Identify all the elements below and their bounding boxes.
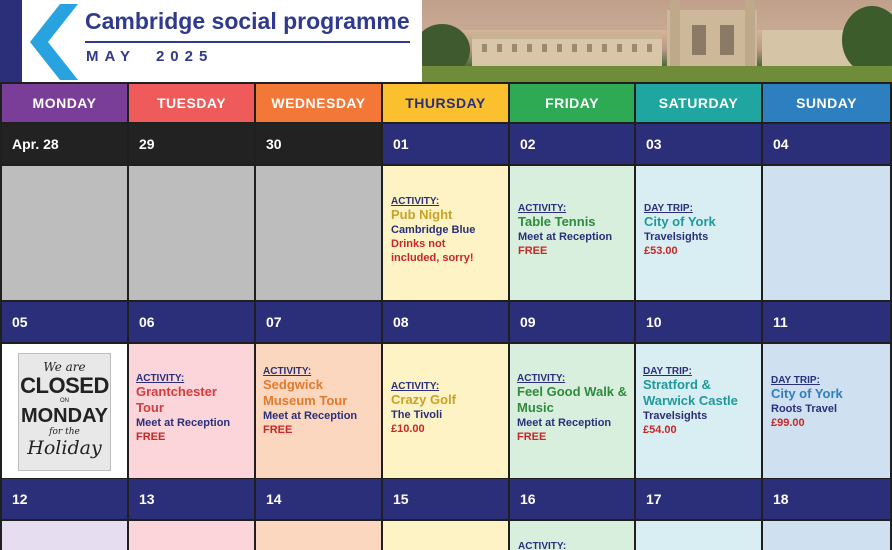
event-type-label: DAY TRIP: bbox=[643, 366, 692, 377]
cell-18 bbox=[763, 521, 890, 550]
cell-09 bbox=[510, 344, 634, 478]
cell-apr-28 bbox=[2, 166, 127, 300]
cell-06 bbox=[129, 344, 254, 478]
event-type-label: ACTIVITY: bbox=[391, 381, 440, 392]
event-location: Roots Travel bbox=[771, 403, 838, 415]
header-accent-bar bbox=[0, 0, 22, 82]
cell-30 bbox=[256, 166, 381, 300]
cell-16 bbox=[510, 521, 634, 550]
date-09: 09 bbox=[510, 302, 634, 342]
event-location: Travelsights bbox=[643, 410, 708, 422]
cell-03 bbox=[636, 166, 761, 300]
event-price: FREE bbox=[517, 431, 547, 443]
date-apr-28: Apr. 28 bbox=[2, 124, 127, 164]
event-type-label: ACTIVITY: bbox=[518, 203, 567, 214]
cell-08 bbox=[383, 344, 508, 478]
date-18: 18 bbox=[763, 479, 890, 519]
event-location: Travelsights bbox=[644, 231, 709, 243]
event-location: Meet at Reception bbox=[517, 417, 612, 429]
event-title: Feel Good Walk & Music bbox=[517, 384, 628, 415]
event-location: Meet at Reception bbox=[518, 231, 613, 243]
event-type-label: DAY TRIP: bbox=[644, 203, 693, 214]
header-banner bbox=[0, 0, 892, 82]
cell-12 bbox=[2, 521, 127, 550]
date-13: 13 bbox=[129, 479, 254, 519]
date-15: 15 bbox=[383, 479, 508, 519]
cell-01 bbox=[383, 166, 508, 300]
date-07: 07 bbox=[256, 302, 381, 342]
page-title: Cambridge social programme bbox=[85, 8, 410, 34]
event-title: Sedgwick Museum Tour bbox=[263, 377, 348, 408]
event-price: £53.00 bbox=[644, 245, 678, 257]
day-header-friday: FRIDAY bbox=[510, 84, 634, 122]
event-price: Drinks not included, sorry! bbox=[391, 238, 474, 264]
date-17: 17 bbox=[636, 479, 761, 519]
cell-11 bbox=[763, 344, 890, 478]
date-02: 02 bbox=[510, 124, 634, 164]
date-03: 03 bbox=[636, 124, 761, 164]
date-16: 16 bbox=[510, 479, 634, 519]
event-title: City of York bbox=[644, 214, 716, 229]
date-29: 29 bbox=[129, 124, 254, 164]
date-11: 11 bbox=[763, 302, 890, 342]
event-title: Pub Night bbox=[391, 207, 453, 222]
day-header-wednesday: WEDNESDAY bbox=[256, 84, 381, 122]
day-header-saturday: SATURDAY bbox=[636, 84, 761, 122]
date-08: 08 bbox=[383, 302, 508, 342]
cell-04 bbox=[763, 166, 890, 300]
event-title: City of York bbox=[771, 386, 843, 401]
event-location: The Tivoli bbox=[391, 409, 443, 421]
cell-15 bbox=[383, 521, 508, 550]
event-title: Stratford & Warwick Castle bbox=[643, 377, 738, 408]
cell-13 bbox=[129, 521, 254, 550]
event-price: FREE bbox=[136, 431, 166, 443]
date-10: 10 bbox=[636, 302, 761, 342]
event-location: Cambridge Blue bbox=[391, 224, 476, 236]
date-06: 06 bbox=[129, 302, 254, 342]
day-header-sunday: SUNDAY bbox=[763, 84, 890, 122]
chevron-logo-icon bbox=[28, 4, 84, 80]
event-location: Meet at Reception bbox=[263, 410, 358, 422]
day-header-tuesday: TUESDAY bbox=[129, 84, 254, 122]
date-04: 04 bbox=[763, 124, 890, 164]
event-price: £10.00 bbox=[391, 423, 425, 435]
event-title: Grantchester Tour bbox=[136, 384, 217, 415]
cell-17 bbox=[636, 521, 761, 550]
event-type-label: ACTIVITY: bbox=[136, 373, 185, 384]
event-location: Meet at Reception bbox=[136, 417, 231, 429]
day-header-thursday: THURSDAY bbox=[383, 84, 508, 122]
cell-10 bbox=[636, 344, 761, 478]
event-type-label: ACTIVITY: bbox=[391, 196, 440, 207]
event-title: Table Tennis bbox=[518, 214, 596, 229]
event-price: £54.00 bbox=[643, 424, 677, 436]
title-divider bbox=[85, 41, 410, 43]
event-price: FREE bbox=[518, 245, 548, 257]
date-05: 05 bbox=[2, 302, 127, 342]
event-price: FREE bbox=[263, 424, 293, 436]
cell-02 bbox=[510, 166, 634, 300]
event-type-label: DAY TRIP: bbox=[771, 375, 820, 386]
cell-14 bbox=[256, 521, 381, 550]
cambridge-college-photo bbox=[422, 0, 892, 82]
cell-29 bbox=[129, 166, 254, 300]
event-type-label: ACTIVITY: bbox=[517, 373, 566, 384]
date-01: 01 bbox=[383, 124, 508, 164]
event-title: Crazy Golf bbox=[391, 392, 457, 407]
closed-holiday-sign: We are CLOSED ON MONDAY for the Holiday bbox=[18, 353, 111, 471]
date-30: 30 bbox=[256, 124, 381, 164]
event-price: £99.00 bbox=[771, 417, 805, 429]
date-14: 14 bbox=[256, 479, 381, 519]
event-type-label: ACTIVITY: bbox=[263, 366, 312, 377]
year-label: 2025 bbox=[155, 48, 214, 65]
date-12: 12 bbox=[2, 479, 127, 519]
event-type-label: ACTIVITY: bbox=[518, 541, 567, 550]
page-subtitle bbox=[86, 48, 233, 65]
month-label: MAY bbox=[86, 48, 136, 65]
cell-07 bbox=[256, 344, 381, 478]
day-header-monday: MONDAY bbox=[2, 84, 127, 122]
